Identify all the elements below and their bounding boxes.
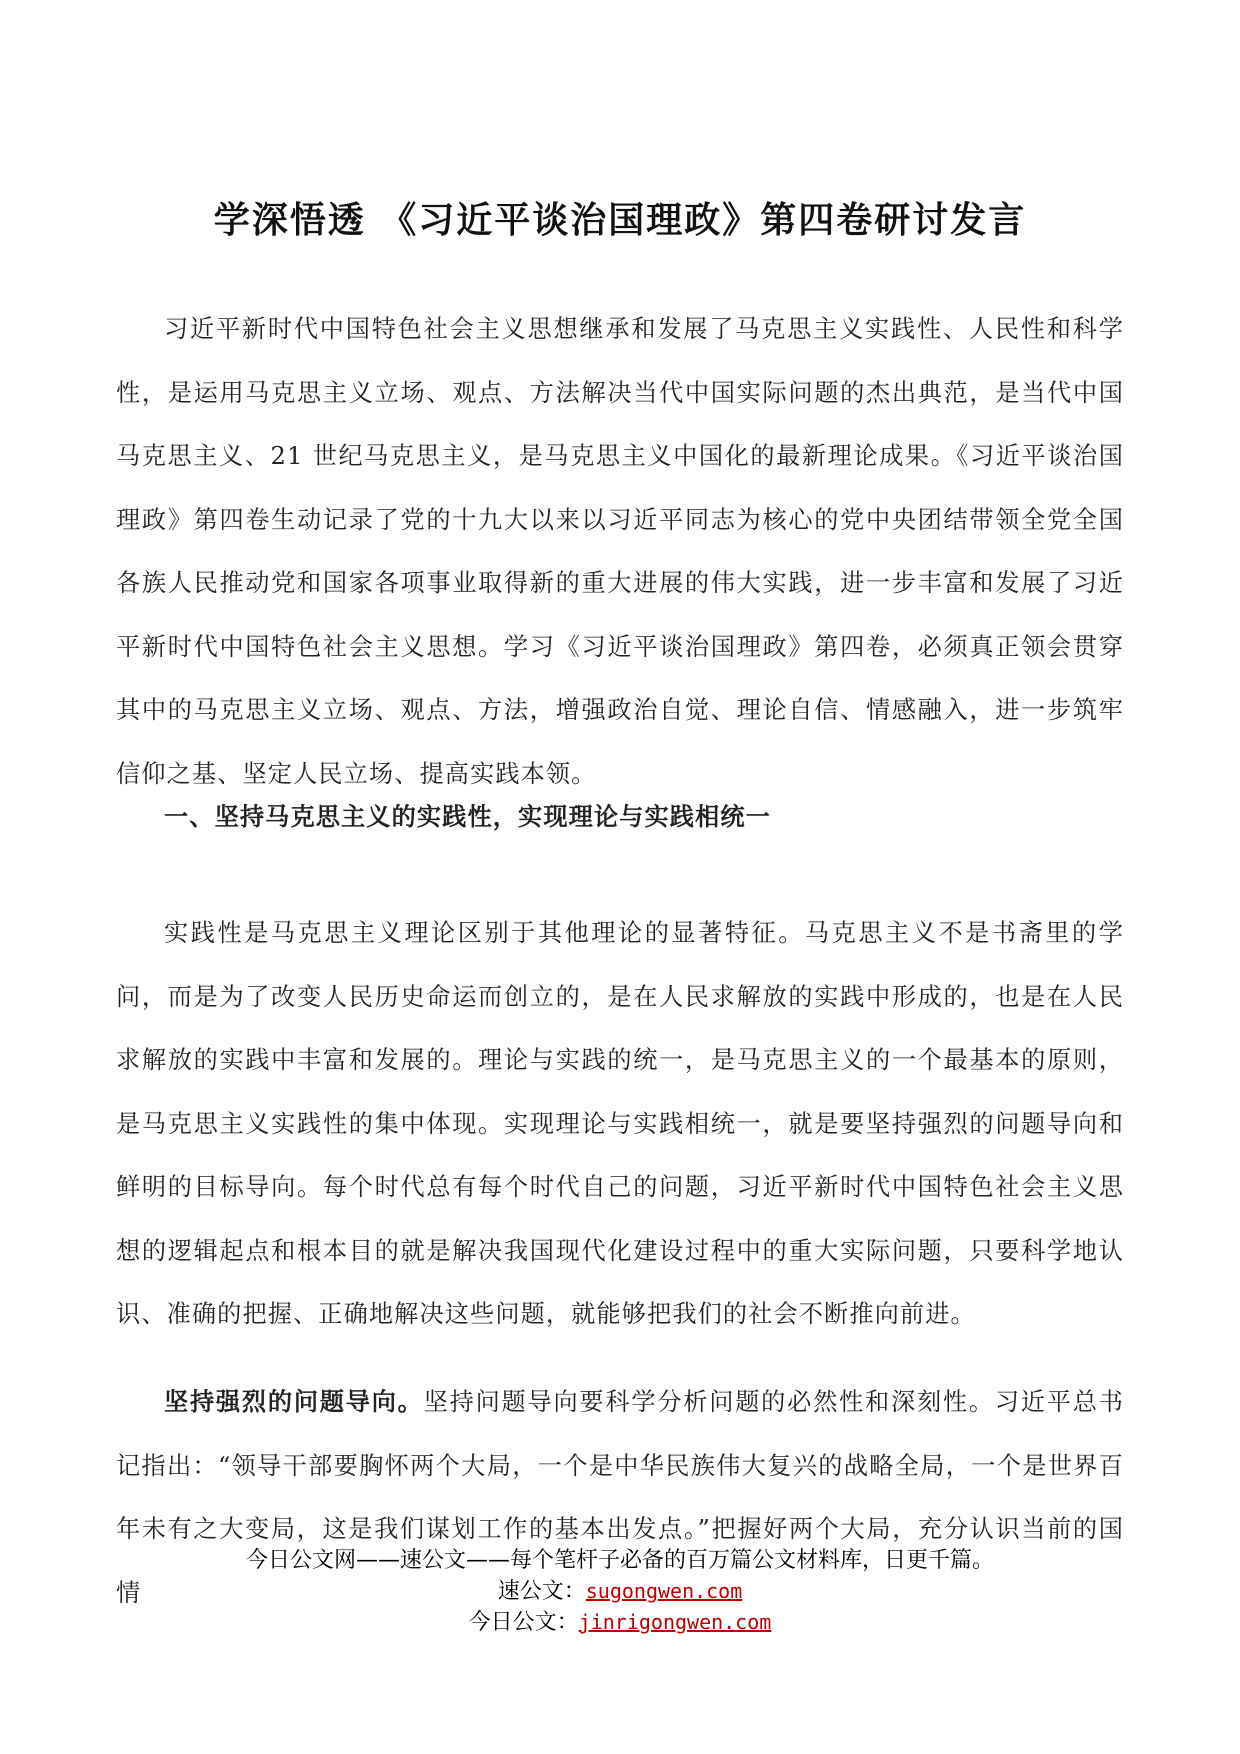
footer — [0, 1545, 1240, 1638]
footer-site-2-link[interactable]: jinrigongwen.com — [578, 1610, 772, 1634]
document-title: 学深悟透 《习近平谈治国理政》第四卷研讨发言 — [213, 199, 1027, 241]
paragraph-practice: 实践性是马克思主义理论区别于其他理论的显著特征。马克思主义不是书斋里的学问，而是为了改变人民历史命运而创立的，是在人民求解放的实践中形成的，也是在人民求解放的实践中丰富和发展的。理论与实践的统一，是马克思主义的一个最基本的原则，是马克思主义实践性的集中体现。实现理论与实践相统一，就是要坚持强烈的问题导向和鲜明的目标导向。每个时代总有每个时代自己的问题，习近平新时代中国特色社会主义思想的逻辑起点和根本目的就是解决我国现代化建设过程中的重大实际问题，只要科学地认识、准确的把握、正确地解决这些问题，就能够把我们的社会不断推向前进。 — [116, 919, 1124, 1328]
paragraph-lead-bold: 坚持强烈的问题导向。 — [164, 1387, 424, 1416]
footer-site-1-link[interactable]: sugongwen.com — [585, 1579, 743, 1603]
footer-slogan: 今日公文网——速公文——每个笔杆子必备的百万篇公文材料库，日更千篇。 — [245, 1548, 994, 1573]
paragraph-body: 坚持问题导向要科学分析问题的必然性和深刻性。习近平总书记指出：“领导干部要胸怀两个大局，一个是中华民族伟大复兴的战略全局，一个是世界百年未有之大变局，这是我们谋划工作的基本出发点。”把握好两个大局，充分认识当前的国情 — [116, 1388, 1124, 1607]
footer-site-1-label: 速公文： — [497, 1579, 586, 1604]
section-heading-1: 一、坚持马克思主义的实践性，实现理论与实践相统一 — [164, 802, 771, 831]
paragraph-intro: 习近平新时代中国特色社会主义思想继承和发展了马克思主义实践性、人民性和科学性，是运用马克思主义立场、观点、方法解决当代中国实际问题的杰出典范，是当代中国马克思主义、21 世纪马克思主义，是马克思主义中国化的最新理论成果。《习近平谈治国理政》第四卷生动记录了党的十九大以来以习近平同志为核心的党中央团结带领全党全国各族人民推动党和国家各项事业取得新的重大进展的伟大实践，进一步丰富和发展了习近平新时代中国特色社会主义思想。学习《习近平谈治国理政》第四卷，必须真正领会贯穿其中的马克思主义立场、观点、方法，增强政治自觉、理论自信、情感融入，进一步筑牢信仰之基、坚定人民立场、提高实践本领。 — [116, 315, 1124, 788]
footer-site-2 — [0, 1607, 1240, 1638]
footer-site-2-label: 今日公文： — [468, 1610, 579, 1635]
footer-site-1 — [0, 1576, 1240, 1607]
